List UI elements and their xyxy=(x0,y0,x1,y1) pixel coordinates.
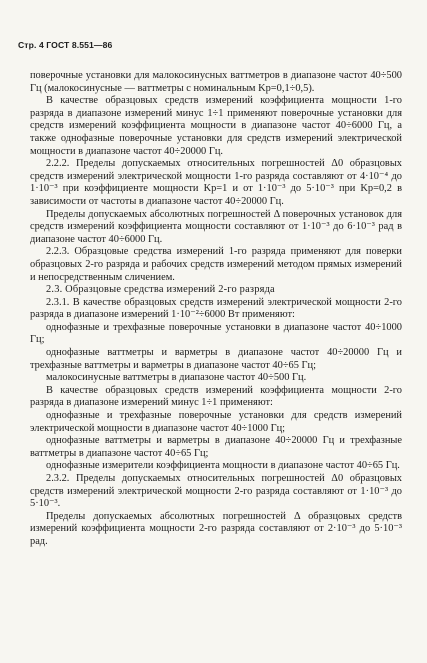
list-item-wattmeters-class2: однофазные ваттметры и варметры в диапазоне 40÷20000 Гц и трехфазные ваттметры в диапазоне частот 40÷65 Гц; xyxy=(30,435,402,459)
paragraph-2-3-2: 2.3.2. Пределы допускаемых относительных погрешностей Δ0 образцовых средств измерений электрической мощности 2-го разряда составляют от 1·10⁻³ до 5·10⁻³. xyxy=(30,473,402,510)
paragraph-2-2-2: 2.2.2. Пределы допускаемых относительных погрешностей Δ0 образцовых средств измерений электрической мощности 1-го разряда составляют от 4·10⁻⁴ до 1·10⁻³ при коэффициенте мощности Kp=1 и от 1·10⁻³ до 5·10⁻³ при Kp=0,2 в зависимости от частоты в диапазоне частот 40÷20000 Гц. xyxy=(30,158,402,207)
list-item-low-cos-wattmeters: малокосинусные ваттметры в диапазоне частот 40÷500 Гц. xyxy=(46,372,307,384)
list-item-pf-meters: однофазные измерители коэффициента мощности в диапазоне частот 40÷65 Гц. xyxy=(46,460,400,472)
paragraph-reference-power-factor-class1: В качестве образцовых средств измерений коэффициента мощности 1-го разряда в диапазоне измерений минус 1÷1 применяют поверочные установки для средств измерений коэффициента мощности в диапазоне частот 40÷6000 Гц, а также однофазные поверочные установки для средств измерений электрической мощности в диапазоне частот 40÷20000 Гц. xyxy=(30,95,402,157)
page-header: Стр. 4 ГОСТ 8.551—86 xyxy=(18,40,113,50)
paragraph-reference-power-factor-class2: В качестве образцовых средств измерений коэффициента мощности 2-го разряда в диапазоне измерений минус 1÷1 применяют: xyxy=(30,384,402,409)
list-item-installations: однофазные и трехфазные поверочные установки в диапазоне частот 40÷1000 Гц; xyxy=(30,321,402,346)
paragraph-absolute-errors-class2: Пределы допускаемых абсолютных погрешностей Δ образцовых средств измерений коэффициента мощности 2-го разряда составляют от 2·10⁻³ до 5·10⁻³ рад. xyxy=(30,510,402,547)
list-item-wattmeters: однофазные ваттметры и варметры в диапазоне частот 40÷20000 Гц и трехфазные ваттметры и варметры в диапазоне частот 40÷65 Гц; xyxy=(30,347,402,371)
paragraph-2-2-3: 2.2.3. Образцовые средства измерений 1-го разряда применяют для поверки образцовых 2-го разряда и рабочих средств измерений методом прямых измерений и непосредственным сличением. xyxy=(30,246,402,283)
paragraph-absolute-errors-class1: Пределы допускаемых абсолютных погрешностей Δ поверочных установок для средств измерений коэффициента мощности составляют от 1·10⁻³ до 6·10⁻³ рад в диапазоне частот 40÷6000 Гц. xyxy=(30,208,402,245)
list-item-installations-class2: однофазные и трехфазные поверочные установки для средств измерений электрической мощности в диапазоне частот 40÷1000 Гц; xyxy=(30,410,402,434)
section-heading-2-3: 2.3. Образцовые средства измерений 2-го разряда xyxy=(46,284,275,296)
document-body xyxy=(30,70,402,549)
paragraph-continuation: поверочные установки для малокосинусных ваттметров в диапазоне частот 40÷500 Гц (малокосинусные — ваттметры с номинальным Kp=0,1÷0,5). xyxy=(30,70,402,94)
paragraph-2-3-1: 2.3.1. В качестве образцовых средств измерений электрической мощности 2-го разряда в диапазоне измерений 1·10⁻²÷6000 Вт применяют: xyxy=(30,296,402,321)
